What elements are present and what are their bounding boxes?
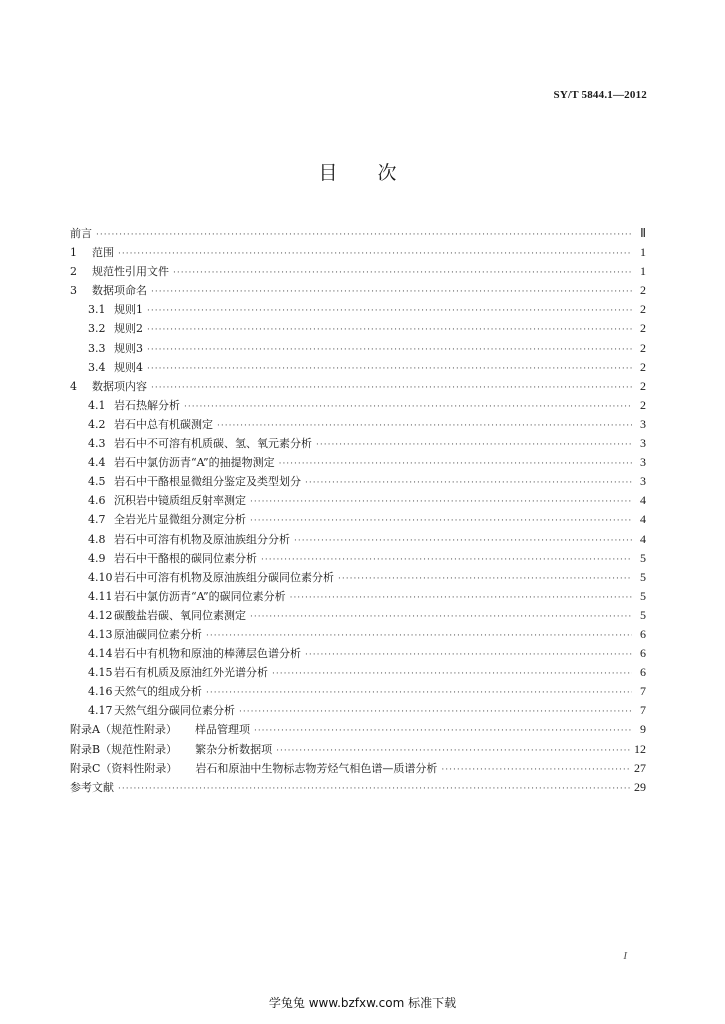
- toc-entry[interactable]: [70, 682, 646, 701]
- toc-entry[interactable]: [70, 510, 646, 529]
- toc-entry[interactable]: [70, 377, 646, 396]
- toc-entry-title: 岩石中干酪根显微组分鉴定及类型划分: [114, 475, 301, 489]
- toc-entry-title: 全岩光片显微组分测定分析: [114, 513, 246, 527]
- toc-entry-number: 4.5: [88, 475, 106, 489]
- toc-entry[interactable]: [70, 740, 646, 759]
- toc-entry-page: 5: [640, 607, 646, 622]
- toc-entry-page: 2: [640, 378, 646, 393]
- toc-leader-dots: [118, 780, 630, 799]
- toc-entry-title: 碳酸盐岩碳、氧同位素测定: [114, 608, 246, 622]
- toc-entry-page: 29: [634, 779, 646, 794]
- toc-entry[interactable]: [70, 606, 646, 625]
- toc-entry-number: 附录B（规范性附录）: [70, 742, 178, 756]
- toc-entry-page: 6: [640, 646, 646, 661]
- toc-entry-number: 4.11: [88, 589, 113, 603]
- toc-leader-dots: [184, 398, 632, 417]
- toc-leader-dots: [279, 455, 632, 474]
- toc-entry[interactable]: [70, 568, 646, 587]
- toc-leader-dots: [316, 436, 632, 455]
- toc-leader-dots: [290, 589, 632, 608]
- toc-entry-number: 2: [70, 265, 77, 279]
- toc-entry[interactable]: [70, 491, 646, 510]
- toc-entry-page: 2: [640, 302, 646, 317]
- toc-entry-number: 3.1: [88, 303, 106, 317]
- toc-leader-dots: [96, 226, 632, 245]
- toc-entry-title: 规则2: [114, 322, 143, 336]
- toc-entry[interactable]: [70, 549, 646, 568]
- toc-entry-title: 规则4: [114, 360, 143, 374]
- toc-entry-page: 9: [640, 722, 646, 737]
- toc-entry-number: 3.2: [88, 322, 106, 336]
- toc-entry-page: 2: [640, 359, 646, 374]
- toc-entry-page: 3: [640, 436, 646, 451]
- toc-entry-page: 12: [634, 741, 646, 756]
- toc-entry[interactable]: [70, 319, 646, 338]
- toc-entry-title: 规范性引用文件: [92, 265, 169, 279]
- toc-entry-number: 4.14: [88, 647, 113, 661]
- toc-leader-dots: [250, 608, 632, 627]
- toc-entry[interactable]: [70, 472, 646, 491]
- toc-entry-title: 岩石中干酪根的碳同位素分析: [114, 551, 257, 565]
- toc-entry-number: 4.8: [88, 532, 106, 546]
- toc-entry-page: 4: [640, 493, 646, 508]
- toc-entry-page: 2: [640, 397, 646, 412]
- toc-entry-page: 7: [640, 703, 646, 718]
- toc-leader-dots: [147, 360, 632, 379]
- toc-leader-dots: [147, 341, 632, 360]
- toc-leader-dots: [206, 684, 632, 703]
- toc-leader-dots: [118, 245, 632, 264]
- toc-entry[interactable]: [70, 434, 646, 453]
- toc-leader-dots: [250, 493, 632, 512]
- toc-entry-number: 3.4: [88, 360, 106, 374]
- toc-leader-dots: [305, 646, 632, 665]
- toc-leader-dots: [272, 665, 632, 684]
- toc-entry-page: 5: [640, 569, 646, 584]
- toc-entry-number: 4.1: [88, 398, 106, 412]
- toc-leader-dots: [239, 703, 632, 722]
- toc-entry-page: 4: [640, 531, 646, 546]
- toc-entry-title: 沉积岩中镜质组反射率测定: [114, 494, 246, 508]
- toc-entry-page: 5: [640, 588, 646, 603]
- toc-leader-dots: [151, 283, 632, 302]
- toc-entry-page: 1: [640, 264, 646, 279]
- toc-entry-title: 岩石中氯仿沥青“A”的碳同位素分析: [114, 589, 286, 603]
- toc-entry-page: 4: [640, 512, 646, 527]
- toc-entry[interactable]: [70, 339, 646, 358]
- table-of-contents: [70, 224, 646, 797]
- toc-entry-title: 繁杂分析数据项: [195, 742, 273, 756]
- toc-entry[interactable]: [70, 243, 646, 262]
- toc-entry-number: 4.16: [88, 685, 113, 699]
- toc-entry-number: 4.6: [88, 494, 106, 508]
- toc-entry-number: 4: [70, 379, 77, 393]
- toc-leader-dots: [151, 379, 632, 398]
- toc-entry[interactable]: [70, 415, 646, 434]
- toc-entry-number: 附录A（规范性附录）: [70, 723, 177, 737]
- toc-entry[interactable]: [70, 759, 646, 778]
- toc-entry-page: 5: [640, 550, 646, 565]
- toc-entry[interactable]: [70, 358, 646, 377]
- toc-entry-page: 2: [640, 340, 646, 355]
- toc-entry-title: 范围: [92, 246, 114, 260]
- toc-entry-number: 4.15: [88, 666, 113, 680]
- footer-watermark-text: 学兔兔 www.bzfxw.com 标准下载: [268, 996, 457, 1010]
- toc-entry-title: 数据项内容: [92, 379, 147, 393]
- toc-entry-number: 附录C（资料性附录）: [70, 761, 178, 775]
- toc-entry-number: 4.13: [88, 627, 113, 641]
- toc-entry-title: 参考文献: [70, 780, 114, 794]
- toc-entry-page: Ⅱ: [640, 226, 646, 240]
- toc-entry[interactable]: [70, 701, 646, 720]
- toc-leader-dots: [254, 722, 632, 741]
- toc-entry-page: 2: [640, 283, 646, 298]
- toc-entry-number: 4.17: [88, 704, 113, 718]
- toc-entry[interactable]: [70, 778, 646, 797]
- standard-code: SY/T 5844.1—2012: [553, 89, 647, 101]
- toc-leader-dots: [250, 512, 632, 531]
- toc-entry-title: 岩石中总有机碳测定: [114, 417, 213, 431]
- page-title: 目次: [318, 162, 437, 184]
- toc-leader-dots: [147, 302, 632, 321]
- toc-entry-title: 岩石中氯仿沥青“A”的抽提物测定: [114, 456, 275, 470]
- toc-entry[interactable]: [70, 663, 646, 682]
- toc-entry-page: 3: [640, 474, 646, 489]
- toc-entry-title: 前言: [70, 227, 92, 240]
- toc-entry-title: 天然气组分碳同位素分析: [114, 704, 235, 718]
- toc-leader-dots: [305, 474, 632, 493]
- toc-entry-number: 4.12: [88, 608, 113, 622]
- toc-entry-number: 4.4: [88, 456, 106, 470]
- page-number: I: [623, 950, 627, 962]
- toc-entry[interactable]: [70, 396, 646, 415]
- toc-entry-page: 2: [640, 321, 646, 336]
- toc-entry[interactable]: [70, 224, 646, 243]
- toc-entry-title: 岩石中可溶有机物及原油族组分碳同位素分析: [114, 570, 334, 584]
- toc-entry-title: 岩石中不可溶有机质碳、氢、氧元素分析: [114, 437, 312, 451]
- toc-entry-page: 7: [640, 684, 646, 699]
- toc-entry-page: 3: [640, 455, 646, 470]
- toc-leader-dots: [294, 532, 632, 551]
- toc-entry-title: 规则1: [114, 303, 143, 317]
- toc-entry[interactable]: [70, 262, 646, 281]
- toc-entry[interactable]: [70, 587, 646, 606]
- toc-entry-number: 3.3: [88, 341, 106, 355]
- toc-entry-number: 4.10: [88, 570, 113, 584]
- toc-entry-page: 1: [640, 245, 646, 260]
- toc-entry[interactable]: [70, 453, 646, 472]
- toc-entry[interactable]: [70, 720, 646, 739]
- toc-leader-dots: [441, 761, 630, 780]
- toc-entry-title: 原油碳同位素分析: [114, 627, 202, 641]
- toc-entry-number: 4.9: [88, 551, 106, 565]
- toc-leader-dots: [338, 570, 632, 589]
- toc-entry-page: 6: [640, 626, 646, 641]
- toc-entry[interactable]: [70, 625, 646, 644]
- toc-entry-title: 天然气的组成分析: [114, 685, 202, 699]
- toc-leader-dots: [173, 264, 632, 283]
- toc-entry-title: 岩石热解分析: [114, 398, 180, 412]
- toc-entry-title: 样品管理项: [194, 723, 250, 737]
- toc-entry[interactable]: [70, 281, 646, 300]
- toc-entry-title: 岩石中可溶有机物及原油族组分分析: [114, 532, 290, 546]
- toc-entry-page: 6: [640, 665, 646, 680]
- toc-entry-page: 3: [640, 416, 646, 431]
- toc-entry[interactable]: [70, 644, 646, 663]
- toc-entry-title: 岩石有机质及原油红外光谱分析: [114, 666, 268, 680]
- toc-entry-number: 1: [70, 246, 77, 260]
- toc-entry[interactable]: [70, 300, 646, 319]
- toc-entry-number: 4.3: [88, 437, 106, 451]
- toc-entry-number: 3: [70, 284, 77, 298]
- toc-entry-page: 27: [634, 760, 646, 775]
- toc-entry-title: 岩石和原油中生物标志物芳烃气相色谱—质谱分析: [195, 761, 438, 775]
- toc-entry-title: 岩石中有机物和原油的棒薄层色谱分析: [114, 647, 301, 661]
- toc-entry[interactable]: [70, 530, 646, 549]
- toc-entry-number: 4.2: [88, 417, 106, 431]
- toc-leader-dots: [147, 321, 632, 340]
- toc-entry-number: 4.7: [88, 513, 106, 527]
- toc-entry-title: 数据项命名: [92, 284, 147, 298]
- toc-entry-title: 规则3: [114, 341, 143, 355]
